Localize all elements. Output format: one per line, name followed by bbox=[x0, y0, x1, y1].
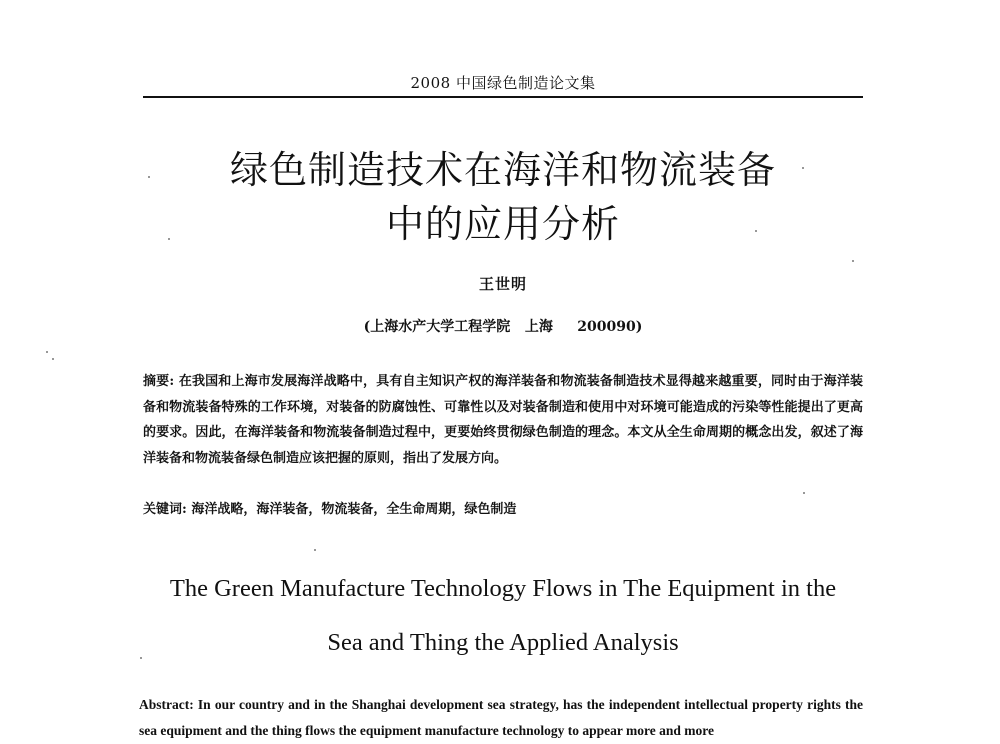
scan-speck bbox=[168, 238, 170, 240]
scan-speck bbox=[755, 230, 757, 232]
author-name: 王世明 bbox=[478, 275, 527, 293]
chinese-abstract-text: 在我国和上海市发展海洋战略中，具有自主知识产权的海洋装备和物流装备制造技术显得越来越重要，同时由于海洋装备和物流装备特殊的工作环境，对装备的防腐蚀性、可靠性以及对装备制造和使用中对环境可能造成的污染等性能提出了更高的要求。因此，在海洋装备和物流装备制造过程中，更要始终贯彻绿色制造的理念。本文从全生命周期的概念出发，叙述了海洋装备和物流装备绿色制造应该把握的原则，指出了发展方向。 bbox=[143, 374, 863, 466]
scan-speck bbox=[314, 549, 316, 551]
header-rule bbox=[143, 96, 863, 98]
english-title bbox=[143, 562, 863, 670]
scan-speck bbox=[46, 351, 48, 353]
english-title-line-2: Sea and Thing the Applied Analysis bbox=[327, 629, 679, 656]
chinese-abstract-label: 摘要: bbox=[143, 374, 175, 389]
english-abstract-label: Abstract: bbox=[139, 697, 194, 712]
chinese-title bbox=[143, 143, 863, 251]
scan-speck bbox=[52, 358, 54, 360]
chinese-keywords bbox=[143, 497, 863, 522]
scan-speck bbox=[140, 657, 142, 659]
chinese-abstract bbox=[143, 369, 863, 471]
chinese-title-line-1: 绿色制造技术在海洋和物流装备 bbox=[229, 148, 776, 192]
chinese-title-line-2: 中的应用分析 bbox=[385, 202, 620, 246]
english-title-line-1: The Green Manufacture Technology Flows in The Equipment in the bbox=[169, 575, 837, 602]
chinese-keywords-text: 海洋战略，海洋装备，物流装备，全生命周期，绿色制造 bbox=[191, 502, 517, 517]
english-abstract-text: In our country and in the Shanghai development sea strategy, has the independent intellectual property rights the sea equipment and the thing flows the equipment manufacture technology to appear more and more bbox=[139, 697, 863, 738]
scan-speck bbox=[852, 260, 854, 262]
author-affiliation: (上海水产大学工程学院 上海 200090) bbox=[363, 319, 643, 335]
english-abstract bbox=[139, 692, 863, 744]
scan-speck bbox=[148, 176, 150, 178]
scan-speck bbox=[802, 167, 804, 169]
scan-speck bbox=[803, 492, 805, 494]
running-header: 2008 中国绿色制造论文集 bbox=[410, 74, 596, 92]
chinese-keywords-label: 关键词: bbox=[143, 502, 187, 517]
